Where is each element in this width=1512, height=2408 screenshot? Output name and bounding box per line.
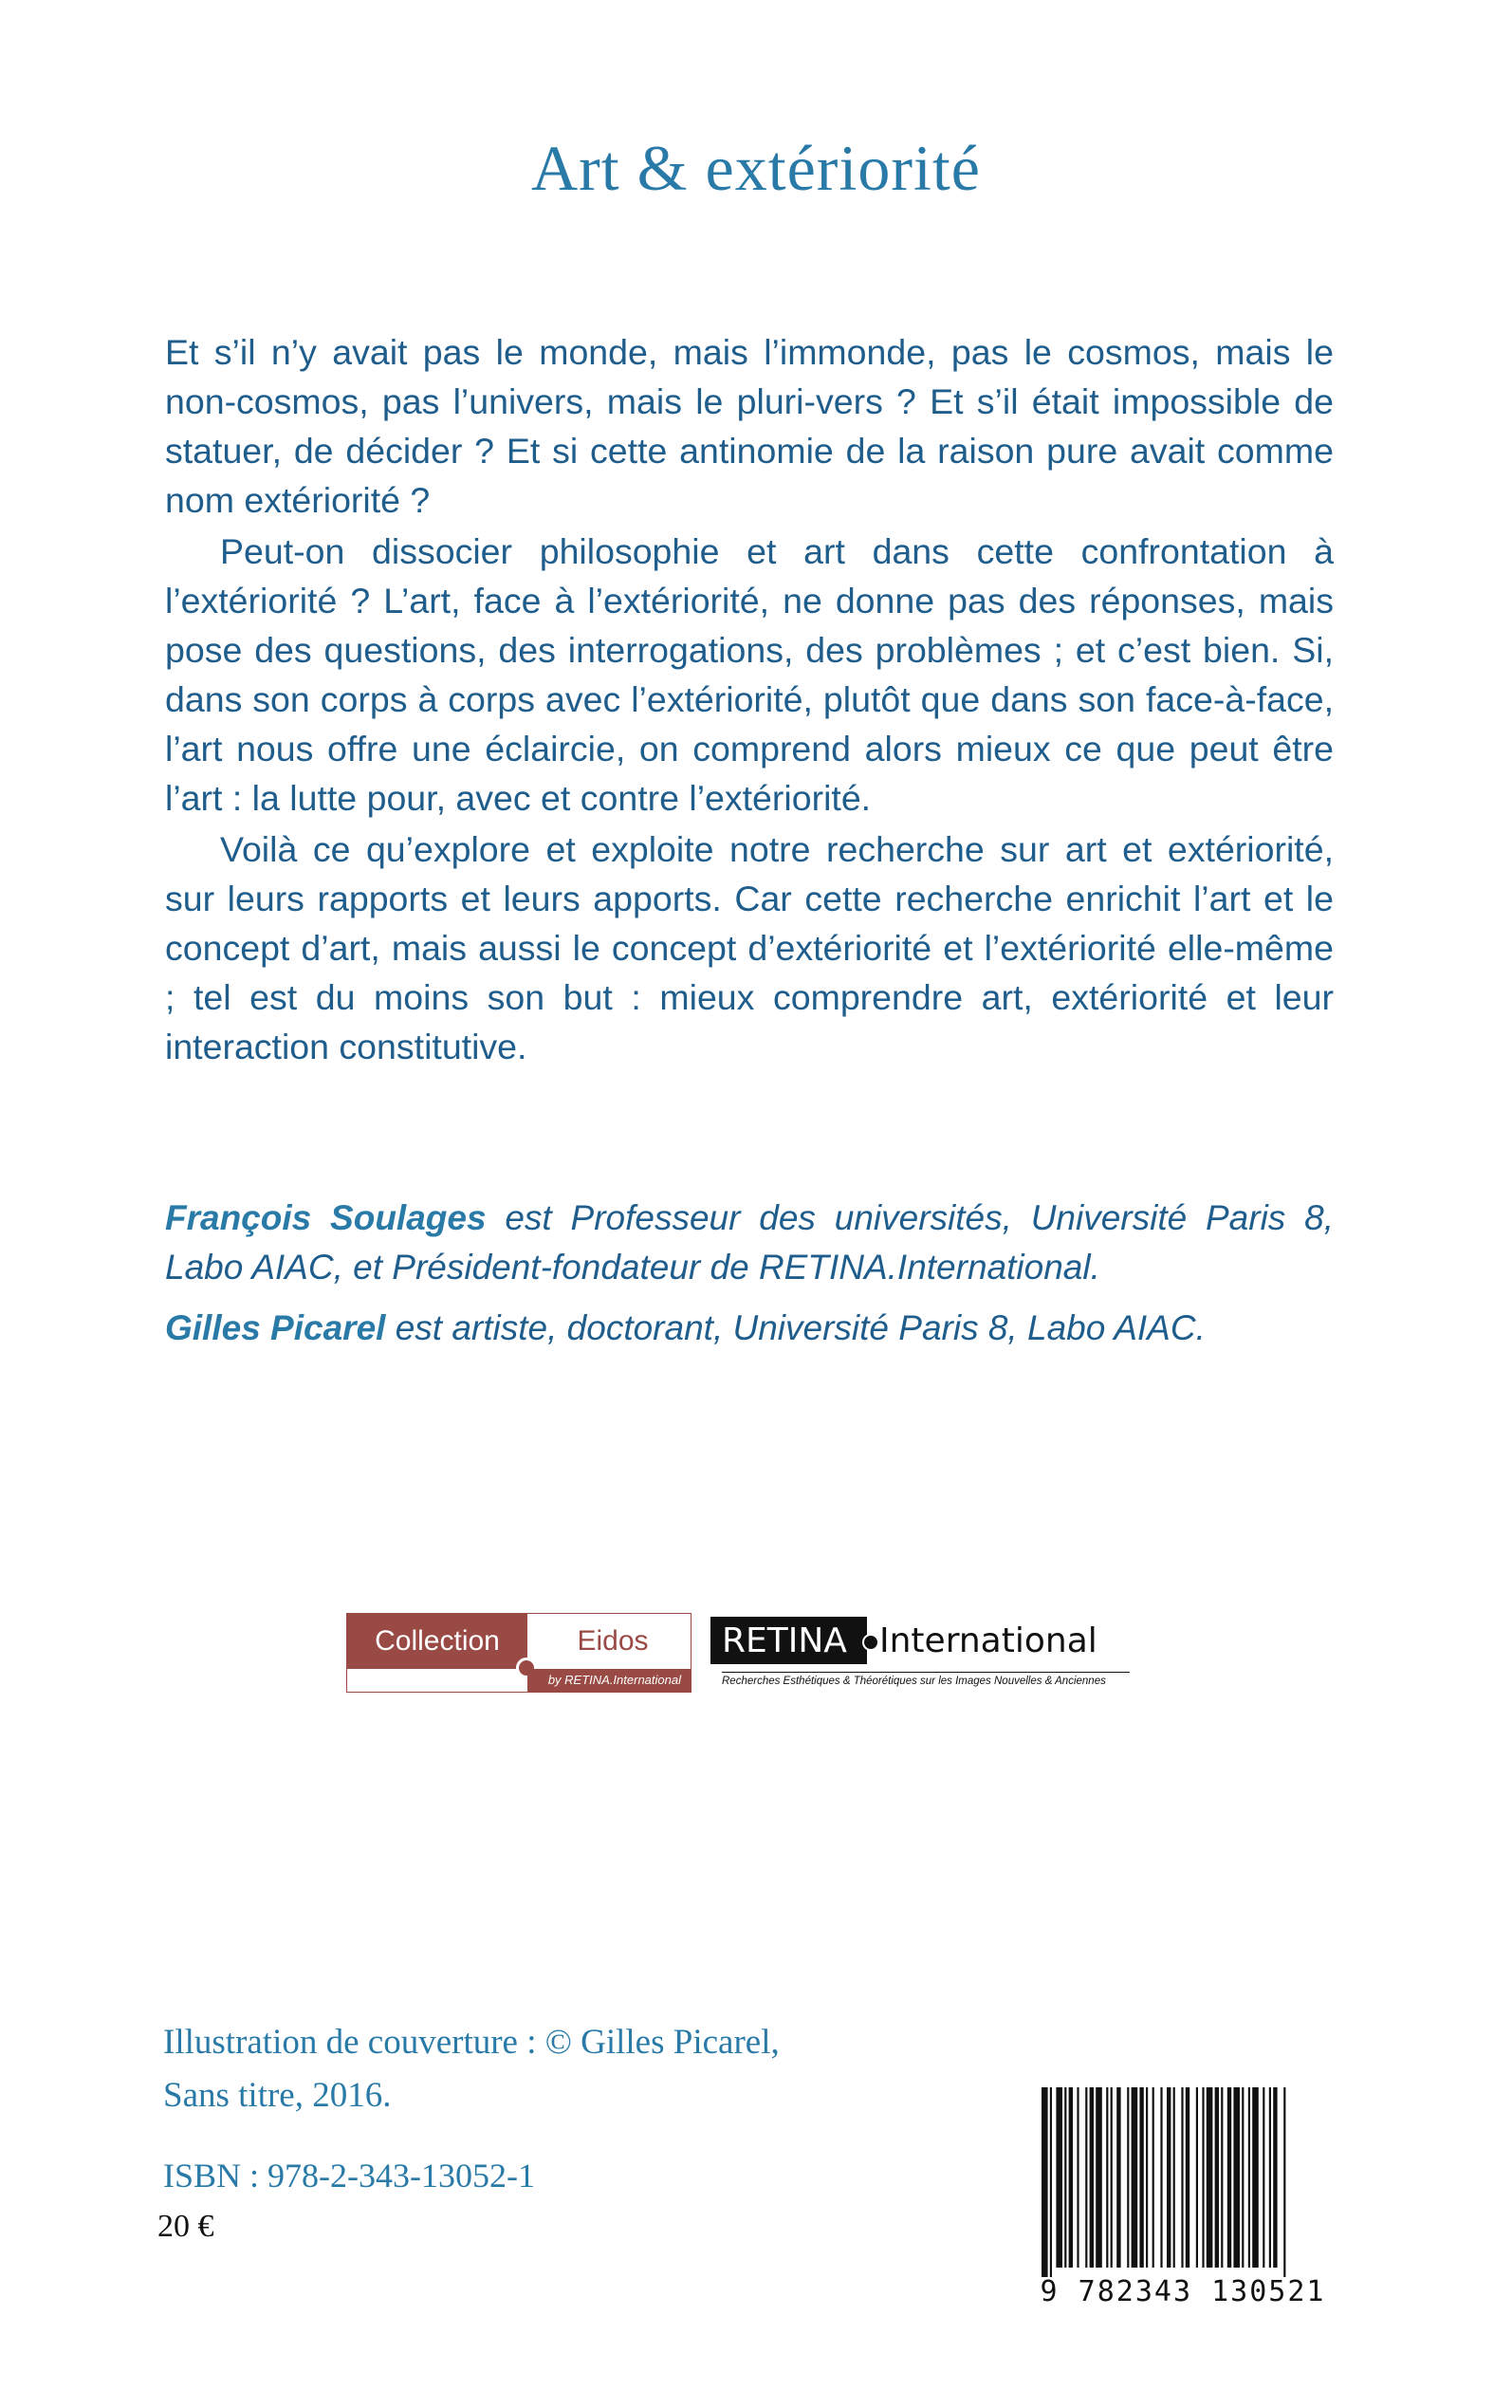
blurb-paragraph: Peut-on dissocier philosophie et art dans cette confrontation à l’extériorité ? L’art, face à l’extériorité, ne donne pas des réponses, mais pose des questions, des interrogations, des problèmes ; et c’est bien. Si, dans son corps à corps avec l’extériorité, plutôt que dans son face-à-face, l’art nous offre une éclaircie, on comprend alors mieux ce que peut être l’art : la lutte pour, avec et contre l’extériorité. xyxy=(165,531,1334,818)
price: 20 € xyxy=(157,2209,214,2244)
collection-sub-label: by RETINA.International xyxy=(527,1669,691,1692)
barcode-bar xyxy=(1221,2087,1223,2268)
back-cover-blurb xyxy=(165,327,1334,1073)
international-label: International xyxy=(879,1621,1097,1660)
barcode-bar xyxy=(1233,2087,1240,2268)
barcode-bar xyxy=(1106,2087,1108,2268)
barcode-bar xyxy=(1283,2087,1285,2277)
barcode-digits: 9 782343 130521 xyxy=(1040,2275,1326,2308)
barcode-bar xyxy=(1069,2087,1073,2268)
barcode-bar xyxy=(1202,2087,1204,2268)
barcode-bar xyxy=(1227,2087,1231,2268)
barcode-bar xyxy=(1042,2087,1048,2277)
author-bio xyxy=(165,1304,1334,1353)
barcode-bar xyxy=(1167,2087,1171,2268)
barcode-bar xyxy=(1096,2087,1102,2268)
barcode-bar xyxy=(1273,2087,1277,2268)
barcode-bar xyxy=(1085,2087,1087,2268)
credit-line: Illustration de couverture : © Gilles Picarel, xyxy=(163,2023,780,2062)
collection-eidos-logo xyxy=(346,1613,691,1693)
barcode-bar xyxy=(1090,2087,1094,2268)
barcode-bar xyxy=(1269,2087,1271,2268)
logo-dot-icon xyxy=(862,1634,879,1651)
barcode-bar xyxy=(1173,2087,1175,2268)
barcode-bar xyxy=(1056,2087,1062,2268)
barcode-bar xyxy=(1248,2087,1250,2268)
barcode-bar xyxy=(1127,2087,1129,2268)
barcode-bar xyxy=(1111,2087,1113,2268)
barcode xyxy=(1036,2087,1330,2308)
barcode-bars-icon xyxy=(1036,2087,1330,2277)
barcode-bar xyxy=(1160,2087,1162,2268)
collection-label: Collection xyxy=(347,1614,527,1669)
author-description: est Professeur des universités, Université Paris 8, Labo AIAC, et Président-fondateur de RETINA.International. xyxy=(165,1198,1334,1287)
barcode-bar xyxy=(1252,2087,1259,2268)
barcode-bar xyxy=(1181,2087,1183,2268)
cover-credits xyxy=(163,2016,941,2122)
barcode-bar xyxy=(1050,2087,1052,2277)
retina-tagline: Recherches Esthétiques & Théorétiques sur les Images Nouvelles & Anciennes xyxy=(722,1672,1130,1687)
barcode-bar xyxy=(1077,2087,1079,2268)
author-name: Gilles Picarel xyxy=(165,1308,386,1347)
barcode-bar xyxy=(1139,2087,1143,2268)
barcode-bar xyxy=(1215,2087,1219,2268)
barcode-bar xyxy=(1152,2087,1154,2268)
barcode-bar xyxy=(1132,2087,1138,2268)
barcode-bar xyxy=(1263,2087,1264,2268)
blurb-paragraph: Et s’il n’y avait pas le monde, mais l’immonde, pas le cosmos, mais le non-cosmos, pas l’univers, mais le pluri-vers ? Et s’il était impossible de statuer, de décider ? Et si cette antinomie de la raison pure avait comme nom extériorité ? xyxy=(165,332,1334,520)
credit-line: Sans titre, 2016. xyxy=(163,2076,392,2115)
barcode-bar xyxy=(1116,2087,1120,2268)
barcode-bar xyxy=(1186,2087,1189,2268)
eidos-label: Eidos xyxy=(577,1625,649,1657)
barcode-bar xyxy=(1242,2087,1244,2268)
isbn: ISBN : 978-2-343-13052-1 xyxy=(163,2157,535,2195)
barcode-bar xyxy=(1196,2087,1198,2268)
retina-label: RETINA xyxy=(710,1617,867,1664)
barcode-bar xyxy=(1146,2087,1148,2268)
retina-international-logo xyxy=(710,1617,1128,1691)
blurb-paragraph: Voilà ce qu’explore et exploite notre recherche sur art et extériorité, sur leurs rapports et leurs apports. Car cette recherche enrichit l’art et le concept d’art, mais aussi le concept d’extériorité et l’extériorité elle-même ; tel est du moins son but : mieux comprendre art, extériorité et leur interaction constitutive. xyxy=(165,829,1334,1066)
author-bios xyxy=(165,1194,1334,1364)
barcode-bar xyxy=(1207,2087,1213,2268)
barcode-bar xyxy=(1064,2087,1066,2268)
author-bio xyxy=(165,1194,1334,1292)
author-description: est artiste, doctorant, Université Paris 8, Labo AIAC. xyxy=(385,1308,1206,1347)
author-name: François Soulages xyxy=(165,1198,487,1237)
book-title: Art & extériorité xyxy=(531,132,981,204)
